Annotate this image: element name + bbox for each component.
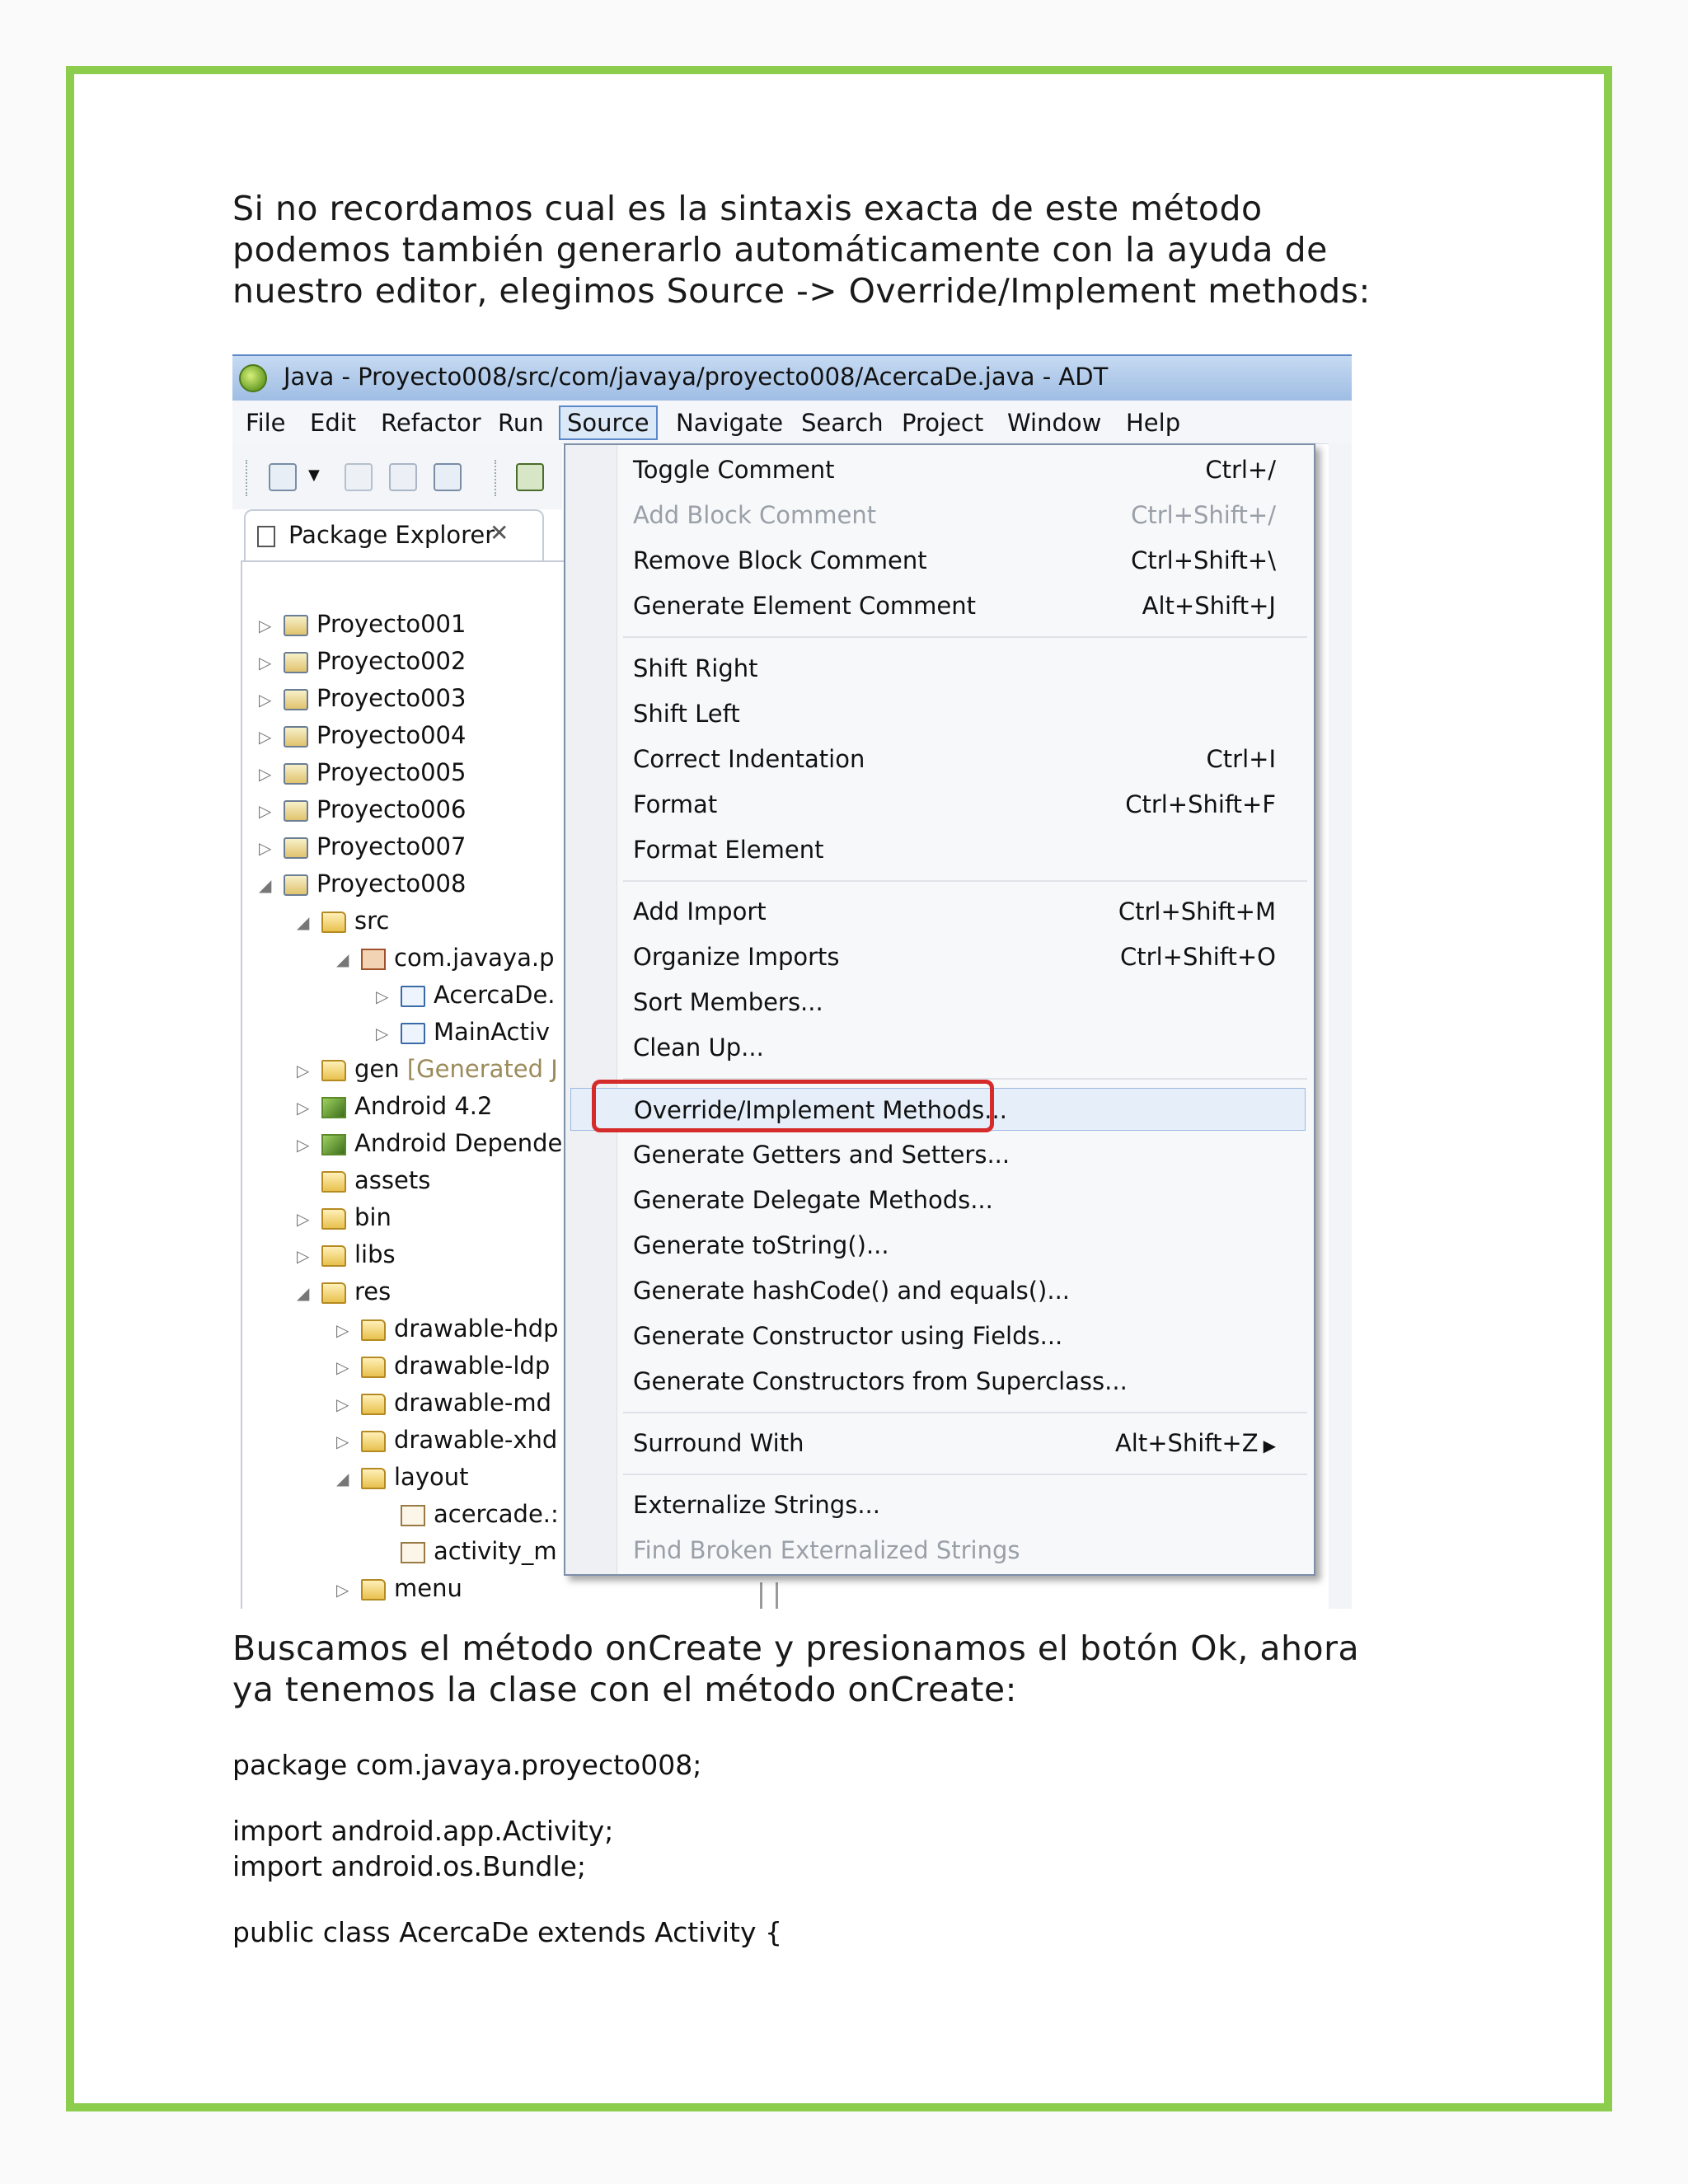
expand-arrow-icon[interactable]: ▷ (297, 1135, 310, 1155)
tree-item-android-dependencies[interactable] (297, 1129, 562, 1165)
menu-edit[interactable]: Edit (310, 409, 357, 437)
menu-item-shortcut: Ctrl+Shift+\ (1131, 546, 1276, 574)
menu-item-label: Correct Indentation (633, 745, 865, 773)
tree-item-label: drawable-md (394, 1389, 552, 1417)
menu-item-generate-getters-setters[interactable] (633, 1133, 1301, 1176)
source-folder-icon (321, 1060, 346, 1081)
tree-item-label: Proyecto008 (316, 869, 467, 898)
menu-item-label: Toggle Comment (633, 456, 835, 484)
menu-separator (623, 1412, 1307, 1413)
project-icon (284, 689, 308, 710)
xml-file-icon (401, 1542, 425, 1563)
menu-item-label: Generate Delegate Methods... (633, 1186, 993, 1214)
menu-item-label: Clean Up... (633, 1033, 764, 1062)
folder-icon (361, 1394, 386, 1415)
project-icon (284, 615, 308, 636)
source-menu-dropdown (564, 443, 1315, 1576)
menu-item-label: Generate toString()... (633, 1231, 889, 1259)
tree-item-android-library[interactable] (297, 1092, 492, 1128)
tree-item-label: acercade.: (434, 1500, 559, 1528)
xml-file-icon (401, 1505, 425, 1526)
folder-icon (361, 1357, 386, 1378)
tree-item-drawable-mdpi[interactable] (336, 1389, 551, 1425)
library-icon (321, 1097, 346, 1118)
folder-icon (321, 1245, 346, 1267)
window-titlebar (232, 354, 1352, 401)
tree-item-proyecto008[interactable] (259, 869, 466, 906)
expand-arrow-icon[interactable]: ▷ (259, 838, 272, 858)
save-all-icon[interactable] (389, 463, 417, 491)
menu-item-label: Sort Members... (633, 988, 823, 1016)
folder-icon (321, 1171, 346, 1193)
menu-item-label: Generate hashCode() and equals()... (633, 1277, 1071, 1305)
tree-item-proyecto005[interactable] (259, 758, 466, 794)
menu-item-label: Remove Block Comment (633, 546, 927, 574)
tree-item-acercade-xml[interactable] (376, 1500, 559, 1536)
expand-arrow-icon[interactable]: ▷ (259, 690, 272, 710)
menu-item-shortcut: Ctrl+Shift+/ (1131, 501, 1276, 529)
tree-item-label: MainActiv (434, 1018, 551, 1046)
menu-item-format[interactable] (633, 783, 1301, 826)
tree-item-libs[interactable] (297, 1240, 396, 1277)
menu-item-format-element[interactable] (633, 828, 1301, 871)
print-icon[interactable] (434, 463, 462, 491)
folder-icon (361, 1579, 386, 1601)
code-line: package com.javaya.proyecto008; (232, 1749, 702, 1781)
menu-item-label: Format Element (633, 836, 824, 864)
tree-item-label: com.javaya.p (394, 944, 555, 972)
expand-arrow-icon[interactable]: ▷ (376, 987, 389, 1006)
collapse-arrow-icon[interactable]: ◢ (259, 875, 272, 895)
tree-item-proyecto003[interactable] (259, 684, 466, 720)
menu-item-shortcut: Ctrl+/ (1205, 456, 1276, 484)
menu-item-externalize-strings[interactable] (633, 1483, 1301, 1526)
tree-item-label: menu (394, 1574, 462, 1602)
scrollbar[interactable] (760, 1582, 778, 1609)
menu-item-surround-with[interactable] (633, 1422, 1301, 1465)
expand-arrow-icon[interactable]: ▷ (336, 1320, 349, 1340)
menu-item-remove-block-comment[interactable] (633, 539, 1301, 582)
menu-item-generate-tostring[interactable] (633, 1224, 1301, 1267)
menu-item-shortcut: Ctrl+Shift+F (1125, 790, 1276, 818)
tree-item-assets[interactable] (297, 1166, 430, 1202)
tree-item-label: drawable-hdp (394, 1315, 559, 1343)
menu-item-label: Surround With (633, 1429, 804, 1457)
tree-item-label: Proyecto004 (316, 721, 467, 749)
new-icon[interactable] (269, 463, 297, 491)
menu-item-organize-imports[interactable] (633, 935, 1301, 978)
menu-item-label: Generate Element Comment (633, 592, 977, 620)
java-file-icon (401, 1023, 425, 1044)
close-icon[interactable]: ✕ (490, 519, 509, 546)
tree-item-label: Android 4.2 (354, 1092, 493, 1120)
submenu-arrow-icon: ▶ (1263, 1436, 1276, 1455)
tree-item-menu[interactable] (336, 1574, 462, 1609)
tree-item-activity-main-xml[interactable] (376, 1537, 557, 1573)
menu-run[interactable]: Run (498, 409, 544, 437)
project-icon (284, 652, 308, 673)
tree-item-label: activity_m (434, 1537, 557, 1565)
expand-arrow-icon[interactable]: ▷ (259, 727, 272, 747)
expand-arrow-icon[interactable]: ▷ (297, 1246, 310, 1266)
editor-edge (1329, 443, 1352, 1609)
tree-item-label: Android Depende (354, 1129, 563, 1157)
menu-item-shift-right[interactable] (633, 647, 1301, 690)
tree-item-package[interactable] (336, 944, 554, 980)
menu-item-label: Add Block Comment (633, 501, 877, 529)
menu-item-label: Override/Implement Methods... (634, 1096, 1007, 1124)
adt-app-icon (239, 364, 267, 392)
tree-item-label: Proyecto007 (316, 832, 467, 860)
menu-item-shortcut: Ctrl+I (1206, 745, 1276, 773)
tree-item-drawable-ldpi[interactable] (336, 1352, 550, 1388)
menu-item-label: Generate Constructor using Fields... (633, 1322, 1063, 1350)
menu-item-clean-up[interactable] (633, 1026, 1301, 1069)
menu-item-add-import[interactable] (633, 890, 1301, 933)
collapse-arrow-icon[interactable]: ◢ (297, 1283, 310, 1303)
source-folder-icon (321, 912, 346, 933)
expand-arrow-icon[interactable]: ▷ (336, 1357, 349, 1377)
collapse-arrow-icon[interactable]: ◢ (336, 1469, 349, 1488)
tree-item-decoration: [Generated J (406, 1055, 558, 1083)
menu-item-correct-indentation[interactable] (633, 738, 1301, 780)
menu-item-label: Shift Right (633, 654, 758, 682)
tree-item-gen[interactable] (297, 1055, 558, 1091)
tree-item-label: Proyecto006 (316, 795, 467, 823)
code-line: import android.app.Activity; (232, 1815, 614, 1847)
expand-arrow-icon[interactable]: ▷ (336, 1432, 349, 1451)
package-icon (361, 949, 386, 970)
menu-file[interactable]: File (246, 409, 286, 437)
dropdown-arrow-icon[interactable]: ▼ (308, 466, 320, 484)
menu-item-generate-constructor-fields[interactable] (633, 1315, 1301, 1357)
expand-arrow-icon[interactable]: ▷ (297, 1098, 310, 1118)
menu-icon-gutter (565, 445, 617, 1574)
folder-icon (321, 1282, 346, 1304)
expand-arrow-icon[interactable]: ▷ (259, 764, 272, 784)
java-file-icon (401, 986, 425, 1007)
tree-item-label: libs (354, 1240, 396, 1268)
toolbar-separator (495, 460, 496, 496)
menu-separator (623, 880, 1307, 882)
menu-item-label: Generate Constructors from Superclass... (633, 1367, 1128, 1395)
menu-project[interactable]: Project (902, 409, 984, 437)
tree-item-label: res (354, 1277, 392, 1305)
menu-item-find-broken-externalized-strings (633, 1529, 1301, 1572)
menu-item-label: Externalize Strings... (633, 1491, 880, 1519)
menu-item-shortcut: Ctrl+Shift+M (1118, 898, 1276, 926)
tree-item-bin[interactable] (297, 1203, 392, 1240)
folder-icon (361, 1468, 386, 1489)
menu-item-generate-constructors-superclass[interactable] (633, 1360, 1301, 1403)
tree-item-proyecto004[interactable] (259, 721, 466, 757)
package-explorer-icon (257, 526, 275, 547)
package-explorer-tab[interactable] (244, 509, 544, 562)
menu-window[interactable]: Window (1007, 409, 1102, 437)
tree-item-drawable-xhdpi[interactable] (336, 1426, 557, 1462)
menu-item-generate-delegate-methods[interactable] (633, 1179, 1301, 1221)
tree-item-proyecto001[interactable] (259, 610, 466, 646)
expand-arrow-icon[interactable]: ▷ (259, 616, 272, 635)
menu-source[interactable]: Source (559, 405, 658, 440)
folder-icon (361, 1319, 386, 1341)
menu-item-sort-members[interactable] (633, 981, 1301, 1024)
project-icon (284, 763, 308, 785)
toolbar-separator (246, 460, 247, 496)
tree-item-label: assets (354, 1166, 431, 1194)
shortcut-text: Alt+Shift+Z (1114, 1429, 1259, 1457)
project-icon (284, 726, 308, 748)
menu-item-label: Shift Left (633, 700, 740, 728)
tree-item-mainactivity[interactable] (376, 1018, 550, 1054)
tree-item-drawable-hdpi[interactable] (336, 1315, 559, 1351)
menu-item-shortcut: Alt+Shift+J (1142, 592, 1276, 620)
tree-item-res[interactable] (297, 1277, 391, 1314)
collapse-arrow-icon[interactable]: ◢ (336, 949, 349, 969)
expand-arrow-icon[interactable]: ▷ (297, 1061, 310, 1080)
folder-icon (361, 1431, 386, 1452)
expand-arrow-icon[interactable]: ▷ (336, 1394, 349, 1414)
folder-icon (321, 1208, 346, 1230)
tree-item-proyecto006[interactable] (259, 795, 466, 832)
tree-item-label: Proyecto001 (316, 610, 467, 638)
expand-arrow-icon[interactable]: ▷ (259, 801, 272, 821)
menu-item-toggle-comment[interactable] (633, 448, 1301, 491)
menu-item-generate-hashcode-equals[interactable] (633, 1269, 1301, 1312)
menu-separator (623, 636, 1307, 638)
window-title: Java - Proyecto008/src/com/javaya/proyecto008/AcercaDe.java - ADT (284, 363, 1109, 391)
menu-item-label: Format (633, 790, 718, 818)
tree-item-acercade[interactable] (376, 981, 556, 1017)
highlight-annotation (592, 1080, 994, 1132)
menu-item-label: Add Import (633, 898, 767, 926)
expand-arrow-icon[interactable]: ▷ (259, 653, 272, 673)
tree-item-label: AcercaDe. (434, 981, 556, 1009)
expand-arrow-icon[interactable]: ▷ (336, 1580, 349, 1600)
tree-item-label: drawable-ldp (394, 1352, 551, 1380)
tree-item-src[interactable] (297, 907, 389, 943)
code-line: public class AcercaDe extends Activity { (232, 1916, 782, 1948)
project-icon (284, 874, 308, 896)
expand-arrow-icon[interactable]: ▷ (297, 1209, 310, 1229)
project-icon (284, 800, 308, 822)
menu-item-label: Organize Imports (633, 943, 840, 971)
menu-separator (623, 1474, 1307, 1475)
package-explorer-title: Package Explorer (288, 521, 495, 549)
tree-item-label: layout (394, 1463, 469, 1491)
menu-refactor[interactable]: Refactor (381, 409, 481, 437)
menu-navigate[interactable]: Navigate (676, 409, 784, 437)
menu-item-label: Generate Getters and Setters... (633, 1141, 1010, 1169)
expand-arrow-icon[interactable]: ▷ (376, 1024, 389, 1043)
intro-paragraph: Si no recordamos cual es la sintaxis exacta de este método podemos también generarlo automáticamente con la ayuda de nuestro editor, elegimos Source -> Override/Implement methods: (232, 189, 1371, 311)
collapse-arrow-icon[interactable]: ◢ (297, 912, 310, 932)
toolbar (232, 443, 562, 509)
project-icon (284, 837, 308, 859)
tree-item-label: gen (354, 1055, 400, 1083)
menu-search[interactable]: Search (801, 409, 884, 437)
menu-item-label: Find Broken Externalized Strings (633, 1536, 1020, 1564)
menu-item-shortcut: Ctrl+Shift+O (1120, 943, 1276, 971)
tree-item-label: Proyecto005 (316, 758, 467, 786)
code-line: import android.os.Bundle; (232, 1850, 587, 1882)
tree-item-label: Proyecto003 (316, 684, 467, 712)
save-icon[interactable] (345, 463, 373, 491)
menu-item-generate-element-comment[interactable] (633, 584, 1301, 627)
tree-item-label: drawable-xhd (394, 1426, 558, 1454)
menu-bar (232, 401, 1352, 444)
menu-item-add-block-comment (633, 494, 1301, 537)
tree-item-label: src (354, 907, 390, 935)
package-explorer-tree (241, 560, 564, 1609)
menu-item-shortcut (1115, 1422, 1276, 1467)
tree-item-proyecto002[interactable] (259, 647, 466, 683)
library-icon (321, 1134, 346, 1155)
tree-item-label: Proyecto002 (316, 647, 467, 675)
tree-item-label: bin (354, 1203, 392, 1231)
tree-item-proyecto007[interactable] (259, 832, 466, 869)
eclipse-screenshot (232, 354, 1352, 1609)
menu-item-shift-left[interactable] (633, 692, 1301, 735)
android-sdk-icon[interactable] (516, 463, 544, 491)
after-paragraph: Buscamos el método onCreate y presionamos el botón Ok, ahora ya tenemos la clase con el método onCreate: (232, 1629, 1360, 1709)
menu-help[interactable]: Help (1126, 409, 1181, 437)
tree-item-layout[interactable] (336, 1463, 468, 1499)
